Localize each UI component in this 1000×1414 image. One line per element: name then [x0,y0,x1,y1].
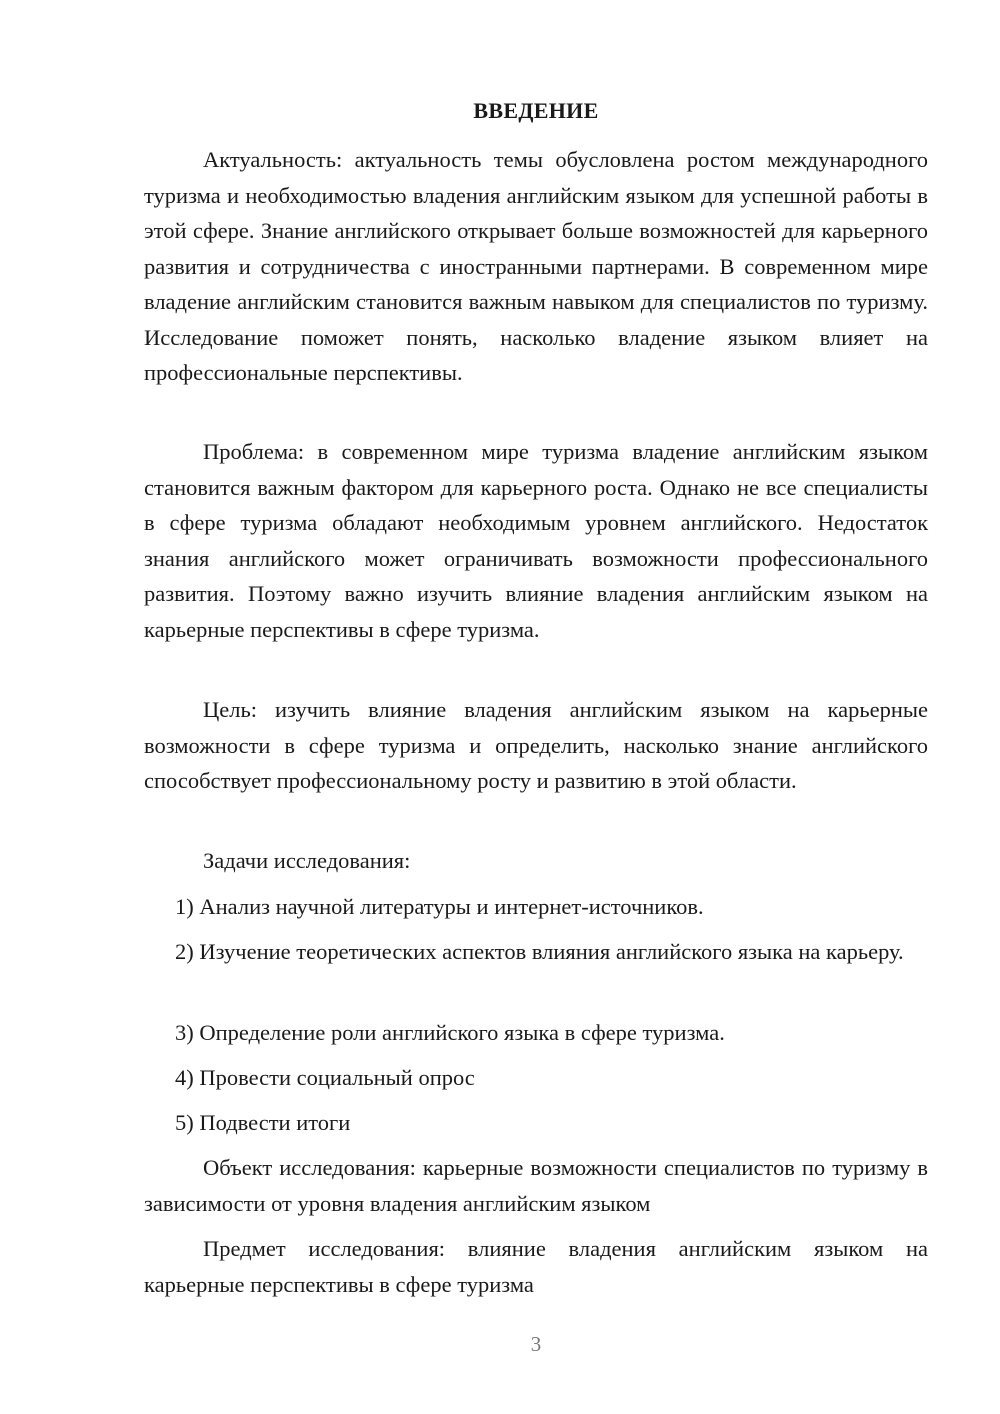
page-number: 3 [530,1332,542,1356]
paragraph-object: Объект исследования: карьерные возможности специалистов по туризму в зависимости от уровня владения английским языком [144,1155,928,1216]
section-title: ВВЕДЕНИЕ [473,98,599,123]
tasks-heading: Задачи исследования: [203,848,411,873]
paragraph-subject: Предмет исследования: влияние владения английским языком на карьерные перспективы в сфере туризма [144,1236,928,1297]
paragraph-relevance: Актуальность: актуальность темы обусловлена ростом международного туризма и необходимостью владения английским языком для успешной работы в этой сфере. Знание английского открывает больше возможностей для карьерного развития и сотрудничества с иностранными партнерами. В современном мире владение английским становится важным навыком для специалистов по туризму. Исследование поможет понять, насколько владение языком влияет на профессиональные перспективы. [144,147,928,385]
paragraph-problem: Проблема: в современном мире туризма владение английским языком становится важным фактором для карьерного роста. Однако не все специалисты в сфере туризма обладают необходимым уровнем английского. Недостаток знания английского может ограничивать возможности профессионального развития. Поэтому важно изучить влияние владения английским языком на карьерные перспективы в сфере туризма. [144,439,928,642]
task-item-2: 2) Изучение теоретических аспектов влияния английского языка на карьеру. [175,939,904,964]
task-item-4: 4) Провести социальный опрос [175,1065,475,1090]
task-item-3: 3) Определение роли английского языка в сфере туризма. [175,1020,725,1045]
task-item-1: 1) Анализ научной литературы и интернет-источников. [175,894,704,919]
paragraph-goal: Цель: изучить влияние владения английским языком на карьерные возможности в сфере туризма и определить, насколько знание английского способствует профессиональному росту и развитию в этой области. [144,697,928,793]
task-item-5: 5) Подвести итоги [175,1110,351,1135]
